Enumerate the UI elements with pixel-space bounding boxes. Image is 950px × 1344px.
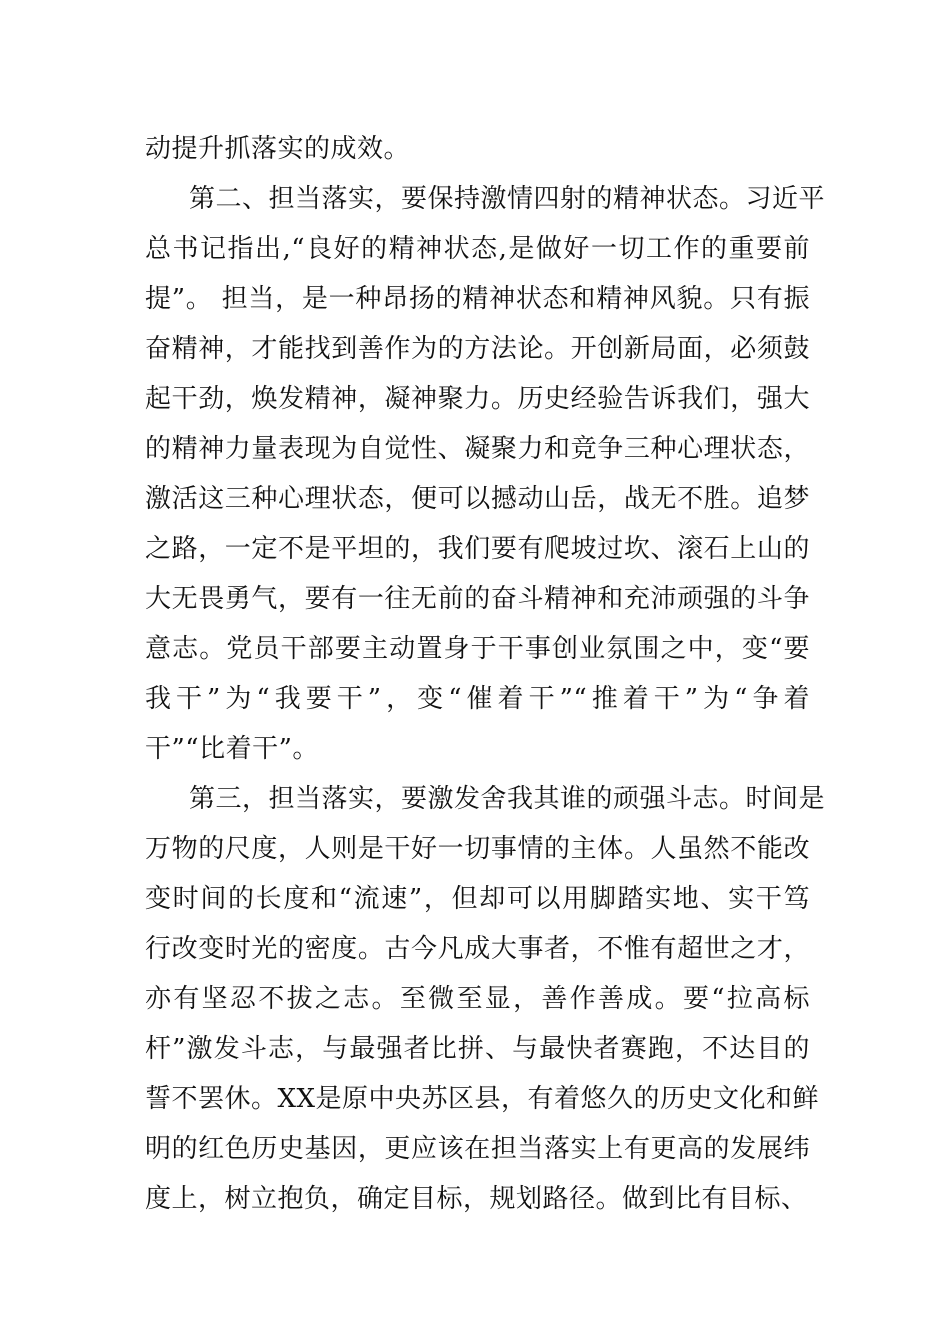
text-line: 明的红色历史基因，更应该在担当落实上有更高的发展纬 [145,1134,810,1164]
paragraph-third [145,774,826,1224]
text-line: 誓不罢休。XX是原中央苏区县，有着悠久的历史文化和鲜 [145,1084,820,1114]
text-line: 的精神力量表现为自觉性、凝聚力和竞争三种心理状态， [145,434,810,464]
text-line: 行改变时光的密度。古今凡成大事者，不惟有超世之才， [145,934,810,964]
document-body [145,124,826,1224]
text-line: 大无畏勇气，要有一往无前的奋斗精神和充沛顽强的斗争 [145,584,810,614]
text-line: 第三，担当落实，要激发舍我其谁的顽强斗志。时间是 [189,784,826,814]
text-line: 度上，树立抱负，确定目标，规划路径。做到比有目标、 [145,1184,808,1214]
text-line: 动提升抓落实的成效。 [145,134,411,164]
text-line: 起干劲，焕发精神，凝神聚力。历史经验告诉我们，强大 [145,384,810,414]
text-line: 提”。 担当，是一种昂扬的精神状态和精神风貌。只有振 [145,284,810,314]
text-line: 我干”为“我要干”，变“催着干”“推着干”为“争着 [145,684,810,714]
text-line: 第二、担当落实，要保持激情四射的精神状态。习近平 [189,184,826,214]
text-line: 杆”激发斗志，与最强者比拼、与最快者赛跑，不达目的 [145,1034,810,1064]
text-line: 奋精神，才能找到善作为的方法论。开创新局面，必须鼓 [145,334,810,364]
text-line: 激活这三种心理状态，便可以撼动山岳，战无不胜。追梦 [145,484,810,514]
paragraph-second [145,174,826,774]
text-line: 干”“比着干”。 [145,734,319,764]
text-line: 意志。党员干部要主动置身于干事创业氛围之中，变“要 [145,634,810,664]
text-line: 总书记指出,“良好的精神状态,是做好一切工作的重要前 [145,234,810,264]
text-line: 万物的尺度，人则是干好一切事情的主体。人虽然不能改 [145,834,810,864]
text-line: 亦有坚忍不拔之志。至微至显，善作善成。要“拉高标 [145,984,810,1014]
text-line: 之路，一定不是平坦的，我们要有爬坡过坎、滚石上山的 [145,534,810,564]
text-line: 变时间的长度和“流速”，但却可以用脚踏实地、实干笃 [145,884,810,914]
paragraph-continuation [145,124,810,174]
